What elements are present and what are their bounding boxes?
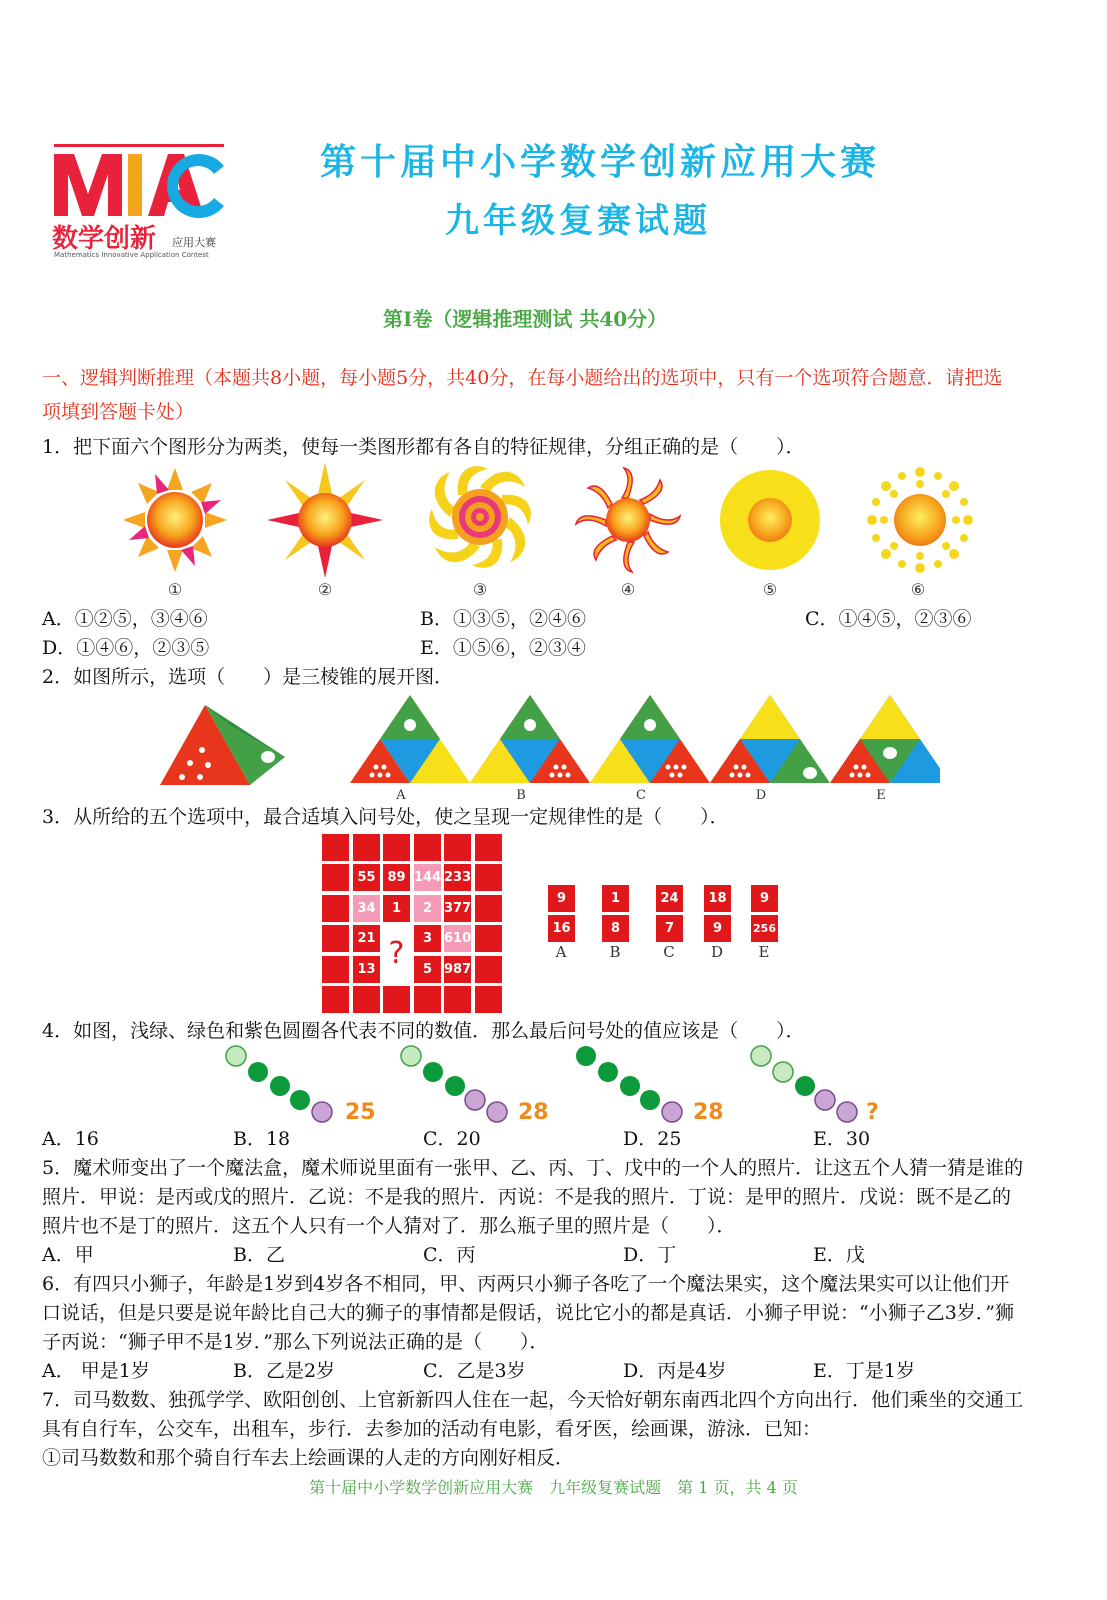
grid-cell <box>444 986 471 1013</box>
grid-cell <box>322 986 349 1013</box>
grid-cell: 55 <box>353 864 380 891</box>
q3-label-c: C <box>663 943 675 961</box>
logo-cn-small: 应用大赛 <box>172 236 216 249</box>
q4-option-d: D．25 <box>623 1128 682 1150</box>
q6-line1: 6．有四只小狮子，年龄是1岁到4岁各不相同，甲、丙两只小狮子各吃了一个魔法果实，这个魔法果实可以让他们开 <box>42 1273 1010 1295</box>
q3-options <box>548 885 788 965</box>
q4-option-e: E．30 <box>813 1128 871 1150</box>
q3-option-c-bottom: 7 <box>656 915 683 942</box>
q3-option-d-bottom: 9 <box>704 915 731 942</box>
grid-cell <box>322 956 349 983</box>
q4-value-2: 28 <box>518 1100 549 1125</box>
q1-stem: 1．把下面六个图形分为两类，使每一类图形都有各自的特征规律，分组正确的是（ ）． <box>42 436 805 458</box>
grid-cell: 34 <box>353 895 380 922</box>
q7-line3: ①司马数数和那个骑自行车去上绘画课的人走的方向刚好相反． <box>42 1447 575 1469</box>
grid-cell <box>475 986 502 1013</box>
q4-value-1: 25 <box>345 1100 376 1125</box>
grid-cell <box>475 864 502 891</box>
logo-cn: 数学创新 <box>52 224 157 254</box>
circle-chain-2 <box>401 1046 507 1122</box>
q4-value-4: ? <box>866 1100 879 1125</box>
grid-question-cell: ? <box>383 925 410 983</box>
logo-en: Mathematics Innovative Application Contest <box>54 251 209 259</box>
q6-option-c: C．乙是3岁 <box>423 1360 526 1382</box>
grid-cell <box>475 834 502 861</box>
net-d-icon <box>710 695 830 783</box>
circle-chain-1 <box>226 1046 332 1122</box>
sun-2-icon <box>267 462 383 578</box>
q1-label-4: ④ <box>620 580 636 599</box>
q6-option-b: B．乙是2岁 <box>233 1360 336 1382</box>
q3-label-d: D <box>710 943 724 961</box>
q6-option-a: A． 甲是1岁 <box>42 1360 150 1382</box>
grid-cell <box>414 834 441 861</box>
grid-cell <box>444 834 471 861</box>
q4-option-b: B．18 <box>233 1128 291 1150</box>
q3-label-e: E <box>758 943 770 961</box>
grid-cell: 610 <box>444 925 471 952</box>
q2-figures <box>160 695 940 790</box>
q3-option-e-bottom: 256 <box>751 915 778 942</box>
grid-cell <box>322 834 349 861</box>
grid-cell <box>353 986 380 1013</box>
q1-option-e: E．①⑤⑥，②③④ <box>420 637 586 659</box>
q7-line1: 7．司马数数、独孤学学、欧阳创创、上官新新四人住在一起，今天恰好朝东南西北四个方向出行．他们乘坐的交通工 <box>42 1389 1024 1411</box>
pyramid-icon <box>160 705 285 785</box>
q2-label-a: A <box>396 788 406 803</box>
q5-option-c: C．丙 <box>423 1244 476 1266</box>
grid-cell <box>322 925 349 952</box>
q5-line2: 照片．甲说：是丙或戊的照片．乙说：不是我的照片．丙说：不是我的照片．丁说：是甲的照片．戊说：既不是乙的 <box>42 1186 1012 1208</box>
q2-label-e: E <box>876 788 886 803</box>
grid-cell: 144 <box>414 864 441 891</box>
q5-option-e: E．戊 <box>813 1244 865 1266</box>
page-subtitle: 九年级复赛试题 <box>445 201 711 241</box>
circle-chain-4 <box>751 1046 857 1122</box>
page-title: 第十届中小学数学创新应用大赛 <box>320 142 881 183</box>
sun-5-icon <box>720 470 820 570</box>
grid-cell: 13 <box>353 956 380 983</box>
q4-option-c: C．20 <box>423 1128 481 1150</box>
q4-option-a: A．16 <box>42 1128 99 1150</box>
grid-cell <box>475 956 502 983</box>
grid-cell: 21 <box>353 925 380 952</box>
q1-option-c: C．①④⑤，②③⑥ <box>805 608 972 630</box>
q3-option-a-bottom: 16 <box>548 915 575 942</box>
q6-line2: 口说话，但是只要是说年龄比自己大的狮子的事情都是假话，说比它小的都是真话．小狮子甲说：“小狮子乙3岁．”狮 <box>42 1302 1015 1324</box>
grid-cell: 377 <box>444 895 471 922</box>
section-title: 第Ⅰ卷（逻辑推理测试 共40分） <box>383 307 668 331</box>
grid-cell: 1 <box>383 895 410 922</box>
sun-6-icon <box>867 467 973 573</box>
grid-cell <box>322 895 349 922</box>
grid-cell: 987 <box>444 956 471 983</box>
q3-option-d-top: 18 <box>704 885 731 912</box>
q1-label-6: ⑥ <box>910 580 926 599</box>
q5-option-b: B．乙 <box>233 1244 285 1266</box>
q5-line3: 照片也不是丁的照片．这五个人只有一个人猜对了．那么瓶子里的照片是（ ）． <box>42 1215 736 1237</box>
grid-cell <box>475 925 502 952</box>
q4-figures <box>220 1042 900 1127</box>
grid-cell: 2 <box>414 895 441 922</box>
q3-option-b-bottom: 8 <box>602 915 629 942</box>
q3-option-b-top: 1 <box>602 885 629 912</box>
q1-figures <box>110 462 990 582</box>
net-b-icon <box>470 695 590 783</box>
part-heading-line1: 一、逻辑判断推理（本题共8小题，每小题5分，共40分，在每小题给出的选项中，只有一个选项符合题意．请把选 <box>42 367 1003 389</box>
q1-label-2: ② <box>317 580 333 599</box>
q3-label-a: A <box>555 943 567 961</box>
sun-3-icon <box>429 466 531 568</box>
grid-cell: 233 <box>444 864 471 891</box>
q6-line3: 子丙说：“狮子甲不是1岁．”那么下列说法正确的是（ ）． <box>42 1331 549 1353</box>
q3-label-b: B <box>609 943 621 961</box>
q2-label-b: B <box>516 788 526 803</box>
net-c-icon <box>590 695 710 783</box>
grid-cell <box>383 834 410 861</box>
q2-stem: 2．如图所示，选项（ ）是三棱锥的展开图． <box>42 666 454 688</box>
q1-label-3: ③ <box>472 580 488 599</box>
net-a-icon <box>350 695 470 783</box>
q6-option-e: E．丁是1岁 <box>813 1360 915 1382</box>
q5-line1: 5．魔术师变出了一个魔法盒，魔术师说里面有一张甲、乙、丙、丁、戊中的一个人的照片．让这五个人猜一猜是谁的 <box>42 1157 1024 1179</box>
grid-cell: 89 <box>383 864 410 891</box>
q2-label-c: C <box>636 788 646 803</box>
q1-option-a: A．①②⑤，③④⑥ <box>42 608 208 630</box>
part-heading-line2: 项填到答题卡处） <box>42 401 195 423</box>
grid-cell <box>353 834 380 861</box>
sun-4-icon <box>576 468 680 572</box>
q3-option-e-top: 9 <box>751 885 778 912</box>
page-footer: 第十届中小学数学创新应用大赛 九年级复赛试题 第 1 页，共 4 页 <box>309 1478 798 1497</box>
q3-grid <box>322 834 502 1014</box>
q3-stem: 3．从所给的五个选项中，最合适填入问号处，使之呈现一定规律性的是（ ）． <box>42 806 729 828</box>
q1-label-1: ① <box>167 580 183 599</box>
grid-cell <box>322 864 349 891</box>
q1-option-d: D．①④⑥，②③⑤ <box>42 637 210 659</box>
grid-cell <box>414 986 441 1013</box>
grid-cell: 3 <box>414 925 441 952</box>
q1-label-5: ⑤ <box>762 580 778 599</box>
q4-value-3: 28 <box>693 1100 724 1125</box>
q3-option-a-top: 9 <box>548 885 575 912</box>
grid-cell <box>475 895 502 922</box>
q2-label-d: D <box>755 788 767 803</box>
net-e-icon <box>830 695 940 783</box>
q1-option-b: B．①③⑤，②④⑥ <box>420 608 586 630</box>
q4-stem: 4．如图，浅绿、绿色和紫色圆圈各代表不同的数值．那么最后问号处的值应该是（ ）． <box>42 1020 805 1042</box>
grid-cell: 5 <box>414 956 441 983</box>
q6-option-d: D．丙是4岁 <box>623 1360 727 1382</box>
q3-option-c-top: 24 <box>656 885 683 912</box>
sun-1-icon <box>123 468 227 572</box>
circle-chain-3 <box>576 1046 682 1122</box>
grid-cell <box>383 986 410 1013</box>
q5-option-a: A．甲 <box>42 1244 94 1266</box>
q7-line2: 具有自行车，公交车，出租车，步行．去参加的活动有电影，看牙医，绘画课，游泳．已知： <box>42 1418 822 1440</box>
q5-option-d: D．丁 <box>623 1244 677 1266</box>
